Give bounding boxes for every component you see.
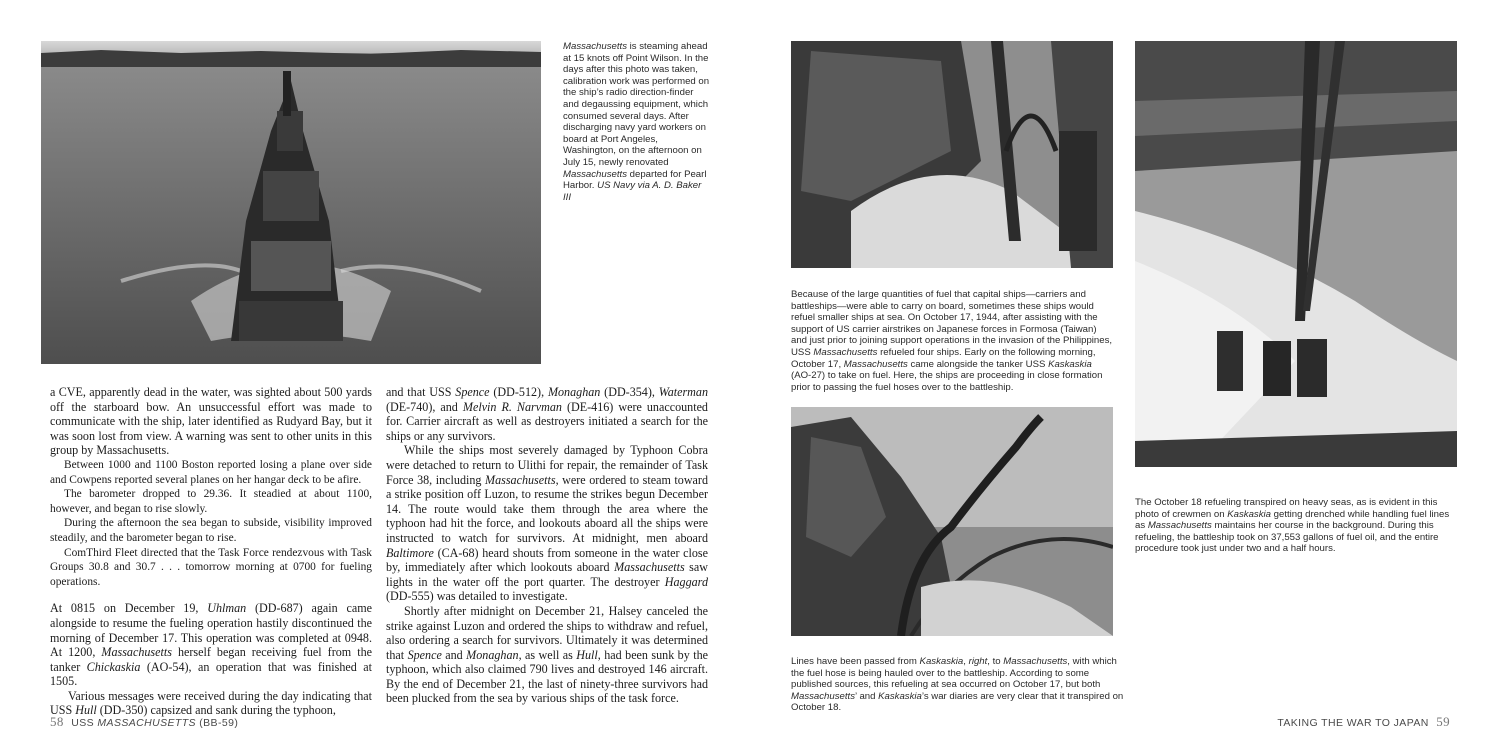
text-run: (DE-416) were unaccounted for. Carrier aircraft as well as destroyers initiated a search for the ships or any survivors. xyxy=(386,399,708,443)
photo-crewmen-drenched xyxy=(1135,41,1457,467)
photo-image xyxy=(41,41,541,364)
photo-caption-refueling-alongside xyxy=(791,289,1113,393)
text-run: Shortly after midnight on December 21, Halsey canceled the strike against Luzon and ordered the ships to withdraw and refuel, also ordering a search for survivors. Ultimately it was determined that xyxy=(386,603,708,662)
text-run: , xyxy=(963,656,969,667)
page-folio-left xyxy=(46,714,238,730)
italic-text: Kaskaskia xyxy=(1227,508,1271,520)
text-run: Because of the large quantities of fuel that capital ships—carriers and battleships—were able to carry on board, sometimes these ships would refuel smaller ships at sea. On October 17, 1944, after assisting with the support of US carrier airstrikes on Japanese forces in Formosa (Taiwan) and just prior to joining support operations in the invasion of the Philippines, USS xyxy=(791,289,1113,358)
paragraph xyxy=(386,385,708,443)
italic-text: Chickaskia xyxy=(86,659,141,674)
caption-text xyxy=(791,656,1131,714)
paragraph xyxy=(386,443,708,604)
italic-text: Massachusetts xyxy=(614,560,685,575)
italic-text: US Navy via A. D. Baker III xyxy=(563,180,702,203)
text-run: a CVE, apparently dead in the water, was sighted about 500 yards off the starboard bow. An unsuccessful effort was made to communicate with the ship, later identified as Rudyard Bay, but it was soon lost from view. A warning was sent to other units in this group by Massachusetts. xyxy=(50,385,372,458)
caption-text xyxy=(791,289,1113,393)
text-run: The barometer dropped to 29.36. It steadied at about 1100, however, and began to rise slowly. xyxy=(50,488,372,515)
italic-text: Hull xyxy=(576,647,598,662)
text-column-1 xyxy=(50,385,372,718)
caption-text xyxy=(563,41,711,203)
text-run: ComThird Fleet directed that the Task Force rendezvous with Task Groups 30.8 and 30.7 . . . tomorrow morning at 0700 for fueling operations. xyxy=(50,546,372,588)
paragraph xyxy=(50,516,372,545)
italic-text: Kaskaskia xyxy=(919,656,964,667)
paragraph xyxy=(50,458,372,487)
italic-text: Massachusetts xyxy=(1003,656,1068,667)
text-run: (DE-740), and xyxy=(386,399,463,414)
italic-text: Massachusetts xyxy=(791,690,855,702)
italic-text: Massachusetts xyxy=(563,168,627,180)
italic-text: Monaghan xyxy=(466,647,519,662)
photo-image xyxy=(791,407,1113,636)
paragraph xyxy=(50,487,372,516)
text-run: and xyxy=(441,647,467,662)
italic-text: Massachusetts xyxy=(1147,520,1212,532)
text-run: getting drenched while handling fuel lines as xyxy=(1135,508,1450,532)
text-run: herself began receiving fuel from the tanker xyxy=(50,645,372,674)
italic-text: Hull xyxy=(75,703,97,718)
photo-image xyxy=(1135,41,1457,467)
text-run: (DD-555) was detailed to investigate. xyxy=(386,589,568,604)
text-run: is steaming ahead at 15 knots off Point Wilson. In the days after this photo was taken, calibration work was performed on the ship’s radio direction-finder and degaussing equipment, which consumed several days. After discharging navy yard workers on board at Port Angeles, Washington, on the afternoon on July 15, newly renovated xyxy=(563,41,710,168)
italic-text: Waterman xyxy=(658,385,709,399)
italic-text: Melvin R. Narvman xyxy=(462,399,562,414)
page-number-left: 58 xyxy=(50,714,64,729)
text-run: came alongside the tanker USS xyxy=(907,358,1049,370)
italic-text: Massachusetts xyxy=(813,346,878,358)
paragraph xyxy=(50,385,372,458)
text-run: (DD-687) again came alongside to resume the fueling operation hastily discontinued the morning of December 17. This operation was completed at 0948. At 1200, xyxy=(50,601,372,660)
caption-text xyxy=(1135,497,1460,555)
text-run: and that USS xyxy=(386,385,456,399)
text-run: The October 18 refueling transpired on heavy seas, as is evident in this photo of crewmen on xyxy=(1135,497,1438,520)
text-run: While the ships most severely damaged by Typhoon Cobra were detached to return to Ulithi for repair, the remainder of Task Force 38, including xyxy=(386,443,708,487)
running-head-left: USS MASSACHUSETTS (BB-59) xyxy=(71,717,239,729)
photo-caption-fuel-hose-hauled xyxy=(791,656,1131,714)
italic-text: Spence xyxy=(407,647,442,662)
paragraph xyxy=(50,601,372,689)
text-run: (DD-350) capsized and sank during the typhoon, xyxy=(96,703,336,718)
text-run: saw lights in the water off the port quarter. The destroyer xyxy=(386,560,708,589)
text-run: , had been sunk by the typhoon, which also claimed 790 lives and destroyed 146 aircraft. By the end of December 21, the last of ninety-three survivors had been plucked from the sea by various ships of the task force. xyxy=(386,647,708,706)
italic-text: Kaskaskia xyxy=(1048,358,1092,370)
text-run: ’ and xyxy=(855,690,879,702)
text-run: (CA-68) heard shouts from someone in the water close by, immediately after which lookouts aboard xyxy=(386,545,708,575)
text-run: departed for Pearl Harbor. xyxy=(563,168,707,192)
text-run: refueled four ships. Early on the following morning, October 17, xyxy=(791,346,1096,370)
photo-massachusetts-steaming xyxy=(41,41,541,364)
text-run: Lines have been passed from xyxy=(791,656,920,667)
text-column-2 xyxy=(386,385,708,706)
photo-image xyxy=(791,41,1113,268)
italic-text: Massachusetts xyxy=(101,645,172,660)
italic-text: Massachusetts xyxy=(563,41,627,52)
photo-fuel-hose-hauled xyxy=(791,407,1113,636)
text-run: (DD-512), xyxy=(489,385,548,399)
paragraph xyxy=(50,546,372,590)
italic-text: Massachusetts xyxy=(485,472,556,487)
photo-caption-crewmen-drenched xyxy=(1135,497,1460,555)
page-number-right: 59 xyxy=(1436,714,1450,729)
paragraph xyxy=(386,604,708,706)
text-run: , with which the fuel hose is being hauled over to the battleship. According to some published sources, this refueling at sea occurred on October 17, but both xyxy=(791,656,1117,691)
text-run: At 0815 on December 19, xyxy=(50,601,208,616)
text-run: (AO-27) to take on fuel. Here, the ships are proceeding in close formation prior to passing the fuel hoses over to the battleship. xyxy=(791,370,1103,393)
italic-text: right xyxy=(968,656,988,667)
text-run: ’s war diaries are very clear that it transpired on October 18. xyxy=(791,690,1124,714)
text-run: , to xyxy=(987,656,1004,667)
text-run: Between 1000 and 1100 Boston reported losing a plane over side and Cowpens reported several planes on her hangar deck to be afire. xyxy=(50,458,372,486)
italic-text: Monaghan xyxy=(547,385,601,399)
text-run: (AO-54), an operation that was finished at 1505. xyxy=(50,659,372,689)
italic-text: Massachusetts xyxy=(843,358,908,370)
italic-text: Spence xyxy=(455,385,490,399)
italic-text: Kaskaskia xyxy=(878,690,922,702)
italic-text: Haggard xyxy=(664,574,708,589)
italic-text: Baltimore xyxy=(386,545,434,560)
text-run: , were ordered to steam toward a strike position off Luzon, to resume the strikes begun December 14. The route would take them through the area where the typhoon had hit the force, and lookouts aboard all the ships were instructed to watch for survivors. At midnight, men aboard xyxy=(386,472,708,545)
text-run: (DD-354), xyxy=(600,385,659,399)
photo-caption-massachusetts-steaming xyxy=(563,41,711,203)
italic-text: Uhlman xyxy=(207,601,247,616)
page-folio-right xyxy=(1277,714,1454,730)
running-head-right: TAKING THE WAR TO JAPAN xyxy=(1277,717,1429,729)
text-run: maintains her course in the background. During this refueling, the battleship took on 37,553 gallons of fuel oil, and the entire procedure took just under two and a half hours. xyxy=(1135,520,1439,555)
photo-refueling-alongside xyxy=(791,41,1113,268)
text-run: , as well as xyxy=(518,647,577,662)
text-run: Various messages were received during the day indicating that USS xyxy=(50,688,372,718)
text-run: During the afternoon the sea began to subside, visibility improved steadily, and the barometer began to rise. xyxy=(50,517,372,544)
